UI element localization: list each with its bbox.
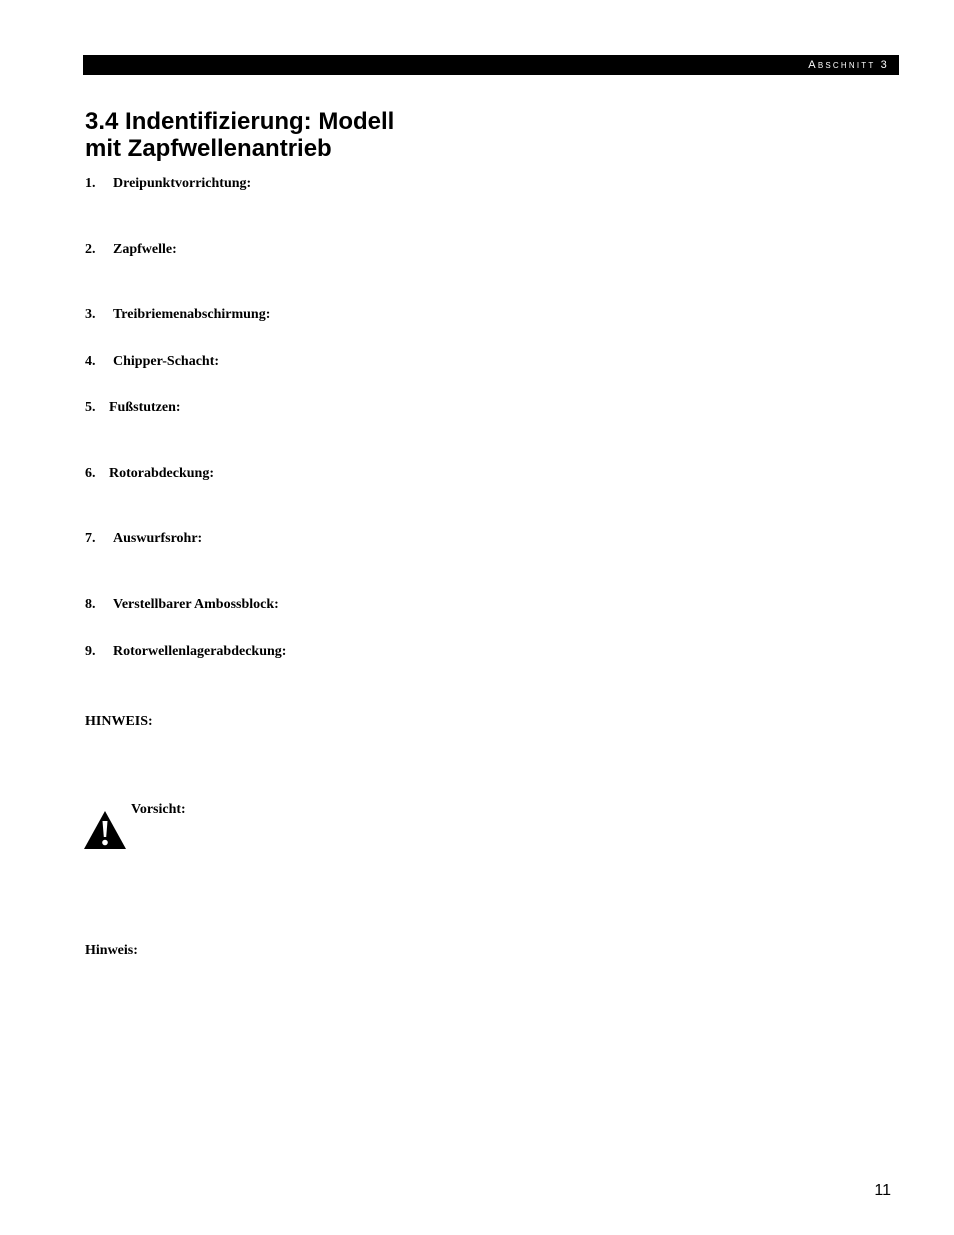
page-title-line-1: 3.4 Indentifizierung: Modell: [85, 108, 395, 135]
page-number: 11: [874, 1182, 891, 1199]
list-item-number: 3.: [85, 307, 96, 322]
list-item-number: 2.: [85, 242, 96, 257]
list-item: [85, 531, 202, 547]
list-item-label: Chipper-Schacht:: [113, 354, 220, 369]
list-item-label: Verstellbarer Ambossblock:: [113, 597, 279, 612]
list-item: [85, 307, 270, 323]
page-title: [85, 108, 394, 162]
list-item-number: 9.: [85, 644, 96, 659]
list-item: [85, 354, 219, 370]
note-label: Hinweis:: [85, 943, 138, 958]
list-item: [85, 242, 177, 258]
list-item: [85, 466, 214, 482]
list-item-label: Rotorabdeckung:: [109, 466, 215, 481]
list-item-number: 5.: [85, 400, 96, 415]
list-item-number: 4.: [85, 354, 96, 369]
note-label-upper: HINWEIS:: [85, 714, 153, 729]
list-item-label: Fußstutzen:: [109, 400, 181, 415]
caution-label: Vorsicht:: [131, 802, 186, 817]
warning-triangle-icon: [83, 810, 127, 850]
list-item-number: 6.: [85, 466, 96, 481]
page-title-line-2: mit Zapfwellenantrieb: [85, 135, 332, 162]
list-item-number: 8.: [85, 597, 96, 612]
list-item-number: 1.: [85, 176, 96, 191]
list-item-label: Rotorwellenlagerabdeckung:: [113, 644, 287, 659]
list-item: [85, 400, 181, 416]
list-item-label: Dreipunktvorrichtung:: [113, 176, 252, 191]
list-item-label: Auswurfsrohr:: [113, 531, 203, 546]
section-label: Abschnitt 3: [808, 59, 889, 71]
list-item-number: 7.: [85, 531, 96, 546]
section-header-bar: [83, 55, 899, 75]
list-item: [85, 597, 279, 613]
list-item-label: Treibriemenabschirmung:: [113, 307, 271, 322]
list-item: [85, 644, 286, 660]
list-item: [85, 176, 251, 192]
list-item-label: Zapfwelle:: [113, 242, 177, 257]
